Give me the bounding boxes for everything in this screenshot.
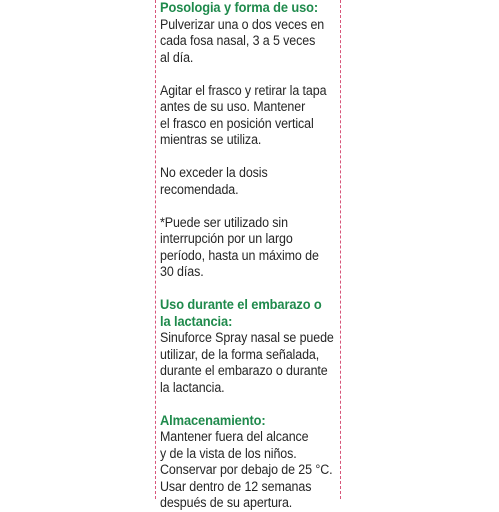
- embarazo-body: [160, 330, 334, 396]
- text-line: y de la vista de los niños.: [160, 445, 297, 461]
- text-line: al día.: [160, 49, 194, 65]
- almacenamiento-heading: Almacenamiento:: [160, 412, 266, 428]
- heading-line: Uso durante el embarazo o: [160, 297, 322, 312]
- text-line: el frasco en posición vertical: [160, 115, 314, 131]
- text-line: antes de su uso. Mantener: [160, 99, 306, 114]
- text-line: Sinuforce Spray nasal se puede: [160, 330, 334, 345]
- text-line: período, hasta un máximo de: [160, 247, 319, 263]
- text-line: Pulverizar una o dos veces en: [160, 16, 325, 32]
- text-line: 30 días.: [160, 264, 204, 279]
- text-line: Conservar por debajo de 25 °C.: [160, 462, 333, 477]
- left-cut-line: [155, 0, 156, 499]
- text-line: durante el embarazo o durante: [160, 363, 328, 378]
- text-line: Mantener fuera del alcance: [160, 429, 309, 444]
- text-line: cada fosa nasal, 3 a 5 veces: [160, 33, 316, 48]
- embarazo-heading: [160, 297, 327, 330]
- text-line: después de su apertura.: [160, 495, 293, 510]
- text-line: recomendada.: [160, 181, 239, 197]
- almacenamiento-body: [160, 429, 333, 512]
- posologia-heading: Posologia y forma de uso:: [160, 0, 319, 15]
- heading-line: la lactancia:: [160, 313, 233, 329]
- posologia-paragraph-1: [160, 17, 327, 67]
- leaflet-text-column: [160, 0, 334, 512]
- text-line: *Puede ser utilizado sin: [160, 214, 288, 230]
- right-cut-line: [340, 0, 341, 499]
- text-line: la lactancia.: [160, 379, 225, 395]
- text-line: utilizar, de la forma señalada,: [160, 346, 320, 362]
- text-line: Usar dentro de 12 semanas: [160, 478, 312, 494]
- text-line: No exceder la dosis: [160, 165, 268, 180]
- text-line: mientras se utiliza.: [160, 132, 262, 147]
- posologia-paragraph-3: [160, 165, 327, 198]
- posologia-paragraph-4: [160, 215, 327, 281]
- text-line: Agitar el frasco y retirar la tapa: [160, 82, 327, 98]
- text-line: interrupción por un largo: [160, 231, 293, 246]
- posologia-paragraph-2: [160, 83, 327, 149]
